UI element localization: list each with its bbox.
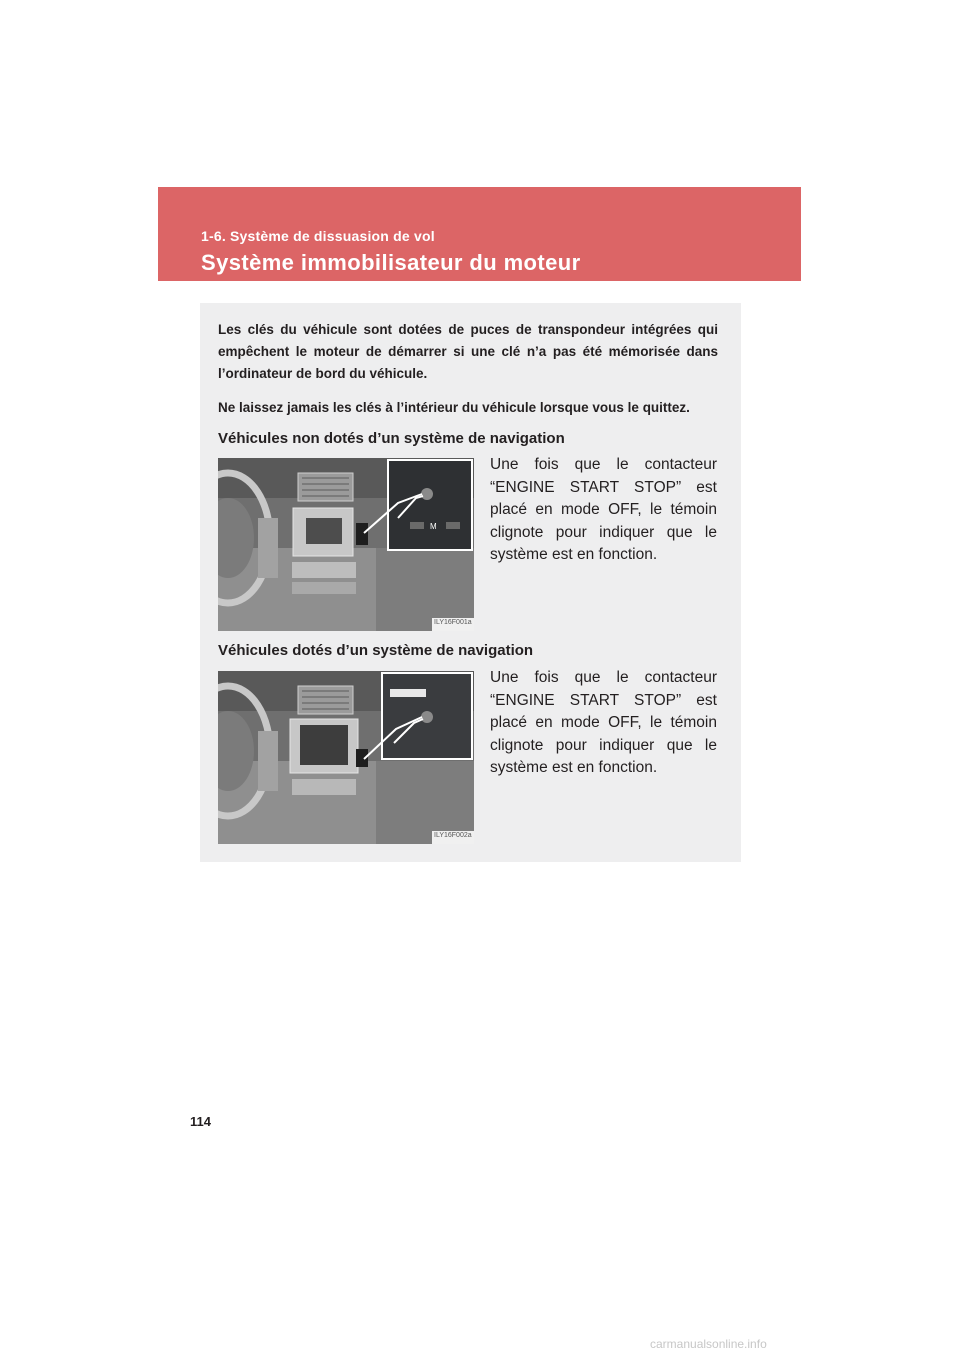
intro-paragraph: Les clés du véhicule sont dotées de puces de transpondeur intégrées qui empêchent le moteur de démarrer si une clé n’a pas été mémorisée dans l’ordinateur de bord du véhicule. [218,322,718,381]
section-description-no-nav: Une fois que le contacteur “ENGINE START STOP” est placé en mode OFF, le témoin clignote pour indiquer que le système est en fonction. [490,456,717,563]
dashboard-illustration-no-nav [218,458,474,631]
page-number: 114 [190,1114,211,1129]
dashboard-illustration-nav [218,671,474,844]
warning-paragraph: Ne laissez jamais les clés à l’intérieur du véhicule lorsque vous le quittez. [218,400,690,415]
svg-text:M: M [430,522,437,531]
content-box [200,303,741,862]
section-description-nav: Une fois que le contacteur “ENGINE START STOP” est placé en mode OFF, le témoin clignote pour indiquer que le système est en fonction. [490,669,717,776]
image-code: ILY16F002a [434,832,472,839]
chapter-header [158,187,801,281]
page-title: Système immobilisateur du moteur [201,250,581,275]
image-code: ILY16F001a [434,619,472,626]
section-heading-nav: Véhicules dotés d’un système de navigation [218,642,534,659]
watermark: carmanualsonline.info [650,1337,767,1351]
section-label: 1-6. Système de dissuasion de vol [201,228,435,244]
section-heading-no-nav: Véhicules non dotés d’un système de navigation [218,430,565,447]
